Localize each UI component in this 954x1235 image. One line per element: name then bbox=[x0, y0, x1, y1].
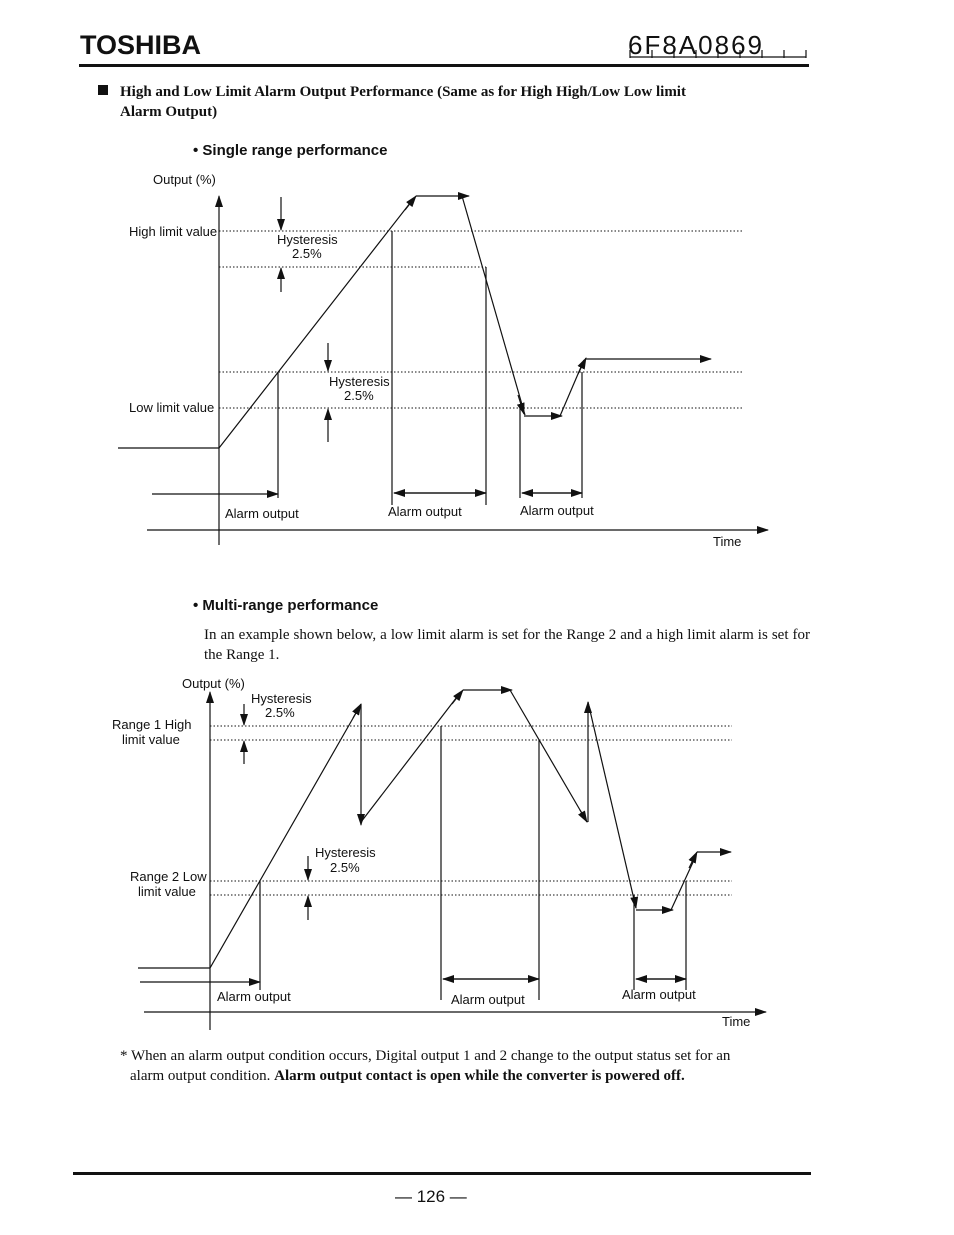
multi-low-hysteresis-label: Hysteresis bbox=[315, 845, 376, 860]
single-low-hysteresis-label: Hysteresis bbox=[329, 374, 390, 389]
multi-alarm-output-label-1: Alarm output bbox=[217, 989, 291, 1004]
single-alarm-output-label-2: Alarm output bbox=[388, 504, 462, 519]
single-alarm-output-label-1: Alarm output bbox=[225, 506, 299, 521]
multi-range-description: In an example shown below, a low limit alarm is set for the Range 2 and a high limit alarm is set for the Range 1. bbox=[204, 627, 810, 663]
single-high-limit-label: High limit value bbox=[129, 224, 218, 239]
brand-logo: TOSHIBA bbox=[80, 30, 202, 60]
multi-time-label: Time bbox=[722, 1014, 751, 1029]
footnote-line2-normal: alarm output condition. bbox=[130, 1068, 275, 1084]
footnote-line1: * When an alarm output condition occurs, Digital output 1 and 2 change to the output status set for an bbox=[120, 1048, 731, 1064]
single-range-subtitle: • Single range performance bbox=[193, 142, 388, 159]
single-y-axis-label: Output (%) bbox=[153, 172, 216, 187]
document-number: 6F8A0869 bbox=[628, 30, 764, 60]
multi-range-subtitle: • Multi-range performance bbox=[193, 597, 379, 614]
multi-y-axis-label: Output (%) bbox=[182, 676, 245, 691]
single-low-hysteresis-value: 2.5% bbox=[344, 388, 374, 403]
footnote bbox=[120, 1046, 812, 1086]
section-heading-line1: High and Low Limit Alarm Output Performance (Same as for High High/Low Low limit bbox=[120, 84, 686, 100]
section-heading-line2: Alarm Output) bbox=[120, 104, 218, 120]
footnote-line2 bbox=[120, 1066, 812, 1086]
multi-high-hysteresis-label: Hysteresis bbox=[251, 691, 312, 706]
multi-high-hysteresis-value: 2.5% bbox=[265, 705, 295, 720]
multi-alarm-output-label-3: Alarm output bbox=[622, 987, 696, 1002]
single-high-hysteresis-value: 2.5% bbox=[292, 246, 322, 261]
multi-low-label-line1: Range 2 Low bbox=[130, 869, 207, 884]
page-number: — 126 — bbox=[395, 1187, 467, 1206]
footer-rule bbox=[73, 1172, 811, 1175]
multi-low-label-line2: limit value bbox=[138, 884, 196, 899]
footnote-line2-bold: Alarm output contact is open while the converter is powered off. bbox=[274, 1068, 685, 1084]
single-alarm-output-label-3: Alarm output bbox=[520, 503, 594, 518]
multi-alarm-output-label-2: Alarm output bbox=[451, 992, 525, 1007]
multi-high-label-line1: Range 1 High bbox=[112, 717, 192, 732]
single-low-limit-label: Low limit value bbox=[129, 400, 215, 415]
single-high-hysteresis-label: Hysteresis bbox=[277, 232, 338, 247]
multi-low-hysteresis-value: 2.5% bbox=[330, 860, 360, 875]
multi-high-label-line2: limit value bbox=[122, 732, 180, 747]
single-time-label: Time bbox=[713, 534, 742, 549]
